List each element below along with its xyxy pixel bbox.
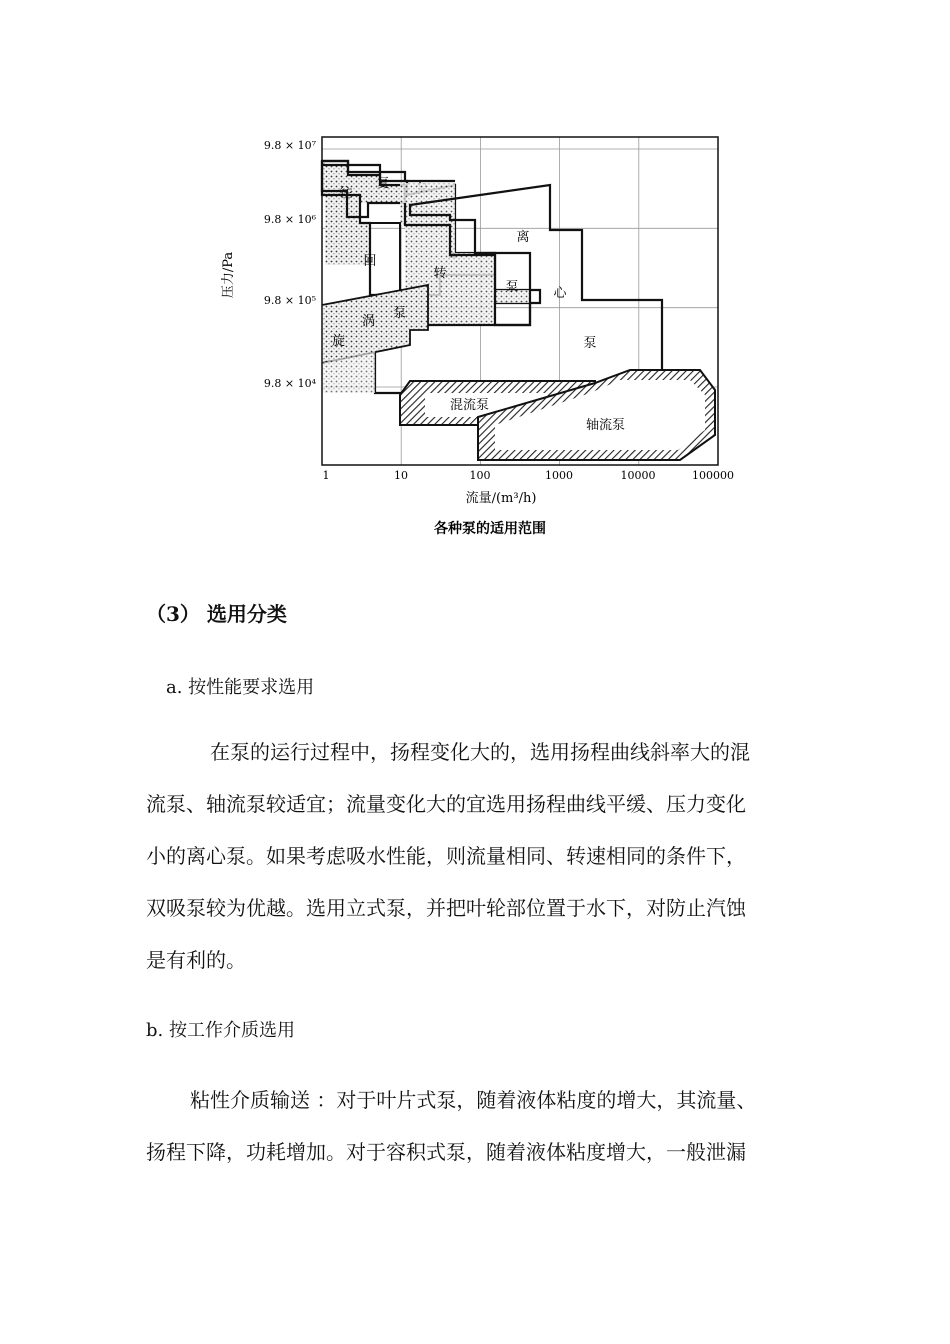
paragraph-a	[146, 726, 811, 986]
x-axis-label: 流量/(m³/h)	[465, 491, 537, 506]
section-heading: （3） 选用分类	[146, 602, 287, 626]
x-tick-label: 10	[394, 469, 408, 482]
label-hui: 回	[363, 254, 377, 269]
y-tick-label: 9.8 × 10⁶	[263, 213, 316, 226]
x-tick-labels	[323, 469, 735, 482]
label-xin: 心	[553, 286, 567, 301]
x-tick-label: 1000	[545, 469, 573, 482]
x-tick-label: 10000	[620, 469, 656, 482]
y-tick-label: 9.8 × 10⁵	[263, 294, 316, 307]
chart-caption: 各种泵的适用范围	[434, 521, 546, 537]
paragraph-line: 粘性介质输送 ：对于叶片式泵，随着液体粘度的增大，其流量、	[190, 1088, 757, 1112]
paragraph-line: 在泵的运行过程中，扬程变化大的，选用扬程曲线斜率大的混	[210, 740, 750, 764]
paragraph-b	[146, 1074, 811, 1178]
y-tick-label: 9.8 × 10⁷	[263, 139, 316, 152]
label-li: 离	[516, 230, 530, 245]
label-mixed-flow: 混流泵	[450, 398, 490, 413]
label-wang: 往	[339, 186, 353, 201]
paragraph-line: 扬程下降，功耗增加。对于容积式泵，随着液体粘度增大，一般泄漏	[146, 1140, 746, 1164]
paragraph-line: 双吸泵较为优越。选用立式泵，并把叶轮部位置于水下，对防止汽蚀	[146, 896, 746, 920]
pump-range-chart	[210, 125, 770, 545]
paragraph-line: 流泵、轴流泵较适宜；流量变化大的宜选用扬程曲线平缓、压力变化	[146, 792, 746, 816]
label-xuan: 旋	[332, 334, 346, 349]
paragraph-line: 小的离心泵。如果考虑吸水性能，则流量相同、转速相同的条件下，	[146, 844, 746, 868]
y-tick-labels	[264, 139, 317, 390]
label-zhuan: 转	[433, 266, 447, 281]
label-axial-flow: 轴流泵	[586, 418, 626, 433]
paragraph-line: 是有利的。	[146, 948, 246, 972]
subsection-b-title: b. 按工作介质选用	[146, 1020, 295, 1041]
region-rotary-pump	[363, 183, 530, 380]
y-tick-label: 9.8 × 10⁴	[263, 377, 316, 390]
x-tick-label: 100	[469, 469, 491, 482]
x-tick-label: 100000	[692, 469, 734, 482]
label-beng3: 泵	[583, 336, 597, 351]
y-axis-label: 压力/Pa	[221, 251, 236, 299]
x-tick-label: 1	[322, 469, 330, 482]
subsection-a-title: a. 按性能要求选用	[166, 677, 315, 698]
label-fu: 复	[376, 176, 390, 191]
label-beng2: 泵	[505, 280, 519, 295]
chart-svg	[210, 125, 770, 545]
label-wo: 涡	[362, 314, 376, 329]
label-beng4: 泵	[393, 306, 407, 321]
